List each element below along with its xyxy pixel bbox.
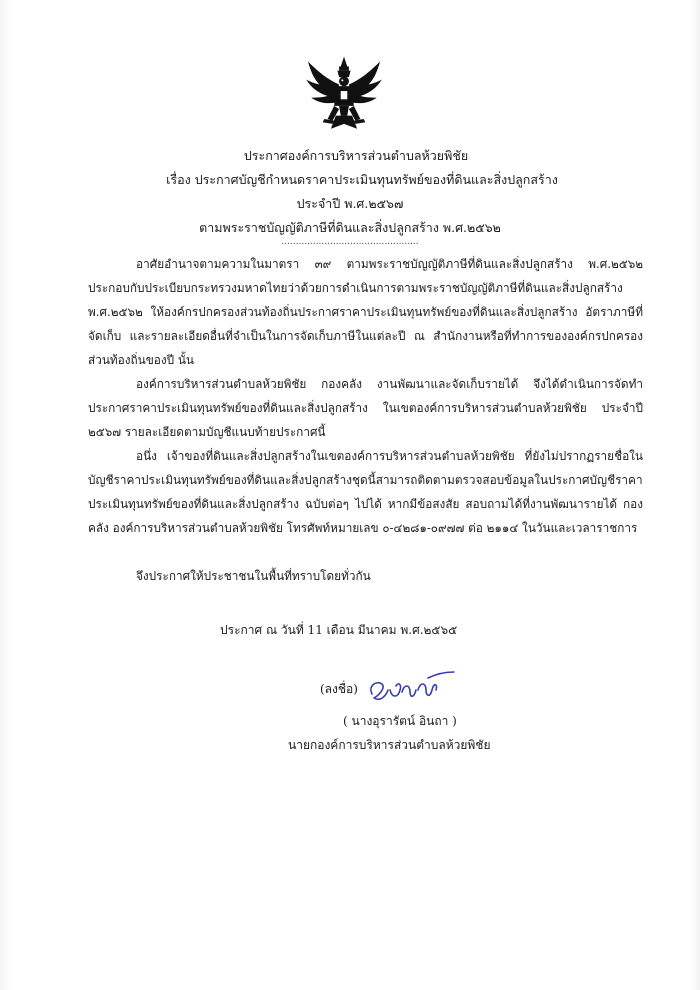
sign-label: (ลงชื่อ) (320, 682, 358, 696)
signer-position: นายกองค์การบริหารส่วนตำบลห้วยพิชัย (288, 738, 491, 752)
paragraph-3: อนึ่ง เจ้าของที่ดินและสิ่งปลูกสร้างในเขตองค์การบริหารส่วนตำบลห้วยพิชัย ที่ยังไม่ปรากฏรายชื่อในบัญชีราคาประเมินทุนทรัพย์ของที่ดินและสิ่งปลูกสร้างชุดนี้สามารถติดตามตรวจสอบข้อมูลในประกาศบัญชีราคาประเมินทุนทรัพย์ของที่ดินและสิ่งปลูกสร้าง ฉบับต่อๆ ไปได้ หากมีข้อสงสัย สอบถามได้ที่งานพัฒนารายได้ กองคลัง องค์การบริหารส่วนตำบลห้วยพิชัย โทรศัพท์หมายเลข ๐-๔๒๘๑-๐๙๗๗ ต่อ ๒๑๑๔ ในวันและเวลาราชการ (88, 449, 643, 535)
subject-line: เรื่อง ประกาศบัญชีกำหนดราคาประเมินทุนทรัพย์ของที่ดินและสิ่งปลูกสร้าง (166, 172, 558, 187)
act-line: ตามพระราชบัญญัติภาษีที่ดินและสิ่งปลูกสร้าง พ.ศ.๒๕๖๒ (199, 220, 501, 235)
paragraph-1: อาศัยอำนาจตามความในมาตรา ๓๙ ตามพระราชบัญญัติภาษีที่ดินและสิ่งปลูกสร้าง พ.ศ.๒๕๖๒ ประกอบกับประเบียบกระทรวงมหาดไทยว่าด้วยการดำเนินการตามพระราชบัญญัติภาษีที่ดินและสิ่งปลูกสร้าง พ.ศ.๒๕๖๒ ให้องค์กรปกครองส่วนท้องถิ่นประกาศราคาประเมินทุนทรัพย์ของที่ดินและสิ่งปลูกสร้าง อัตราภาษีที่จัดเก็บ และรายละเอียดอื่นที่จำเป็นในการจัดเก็บภาษีในแต่ละปี ณ สำนักงานหรือที่ทำการขององค์กรปกครองส่วนท้องถิ่นของปี นั้น (88, 257, 643, 367)
org-title: ประกาศองค์การบริหารส่วนตำบลห้วยพิชัย (243, 148, 469, 163)
signer-name: ( นางอุรารัตน์ อินถา ) (343, 714, 457, 728)
paragraph-4-block (88, 564, 643, 588)
title-divider: ................................................ (281, 237, 419, 247)
paragraph-2-block (88, 372, 643, 444)
paragraph-2: องค์การบริหารส่วนตำบลห้วยพิชัย กองคลัง งานพัฒนาและจัดเก็บรายได้ จึงได้ดำเนินการจัดทำประกาศราคาประเมินทุนทรัพย์ของที่ดินและสิ่งปลูกสร้าง ในเขตองค์การบริหารส่วนตำบลห้วยพิชัย ประจำปี ๒๕๖๗ รายละเอียดตามบัญชีแนบท้ายประกาศนี้ (88, 377, 643, 439)
signature-icon (366, 668, 456, 708)
paragraph-1-block (88, 252, 643, 372)
paragraph-3-block (88, 444, 643, 540)
year-line: ประจำปี พ.ศ.๒๕๖๗ (296, 196, 404, 211)
paragraph-4: จึงประกาศให้ประชาชนในพื้นที่ทราบโดยทั่วกัน (136, 569, 371, 583)
announce-date: ประกาศ ณ วันที่ 11 เดือน มีนาคม พ.ศ.๒๕๖๕ (220, 623, 458, 637)
garuda-emblem-icon (303, 55, 385, 137)
